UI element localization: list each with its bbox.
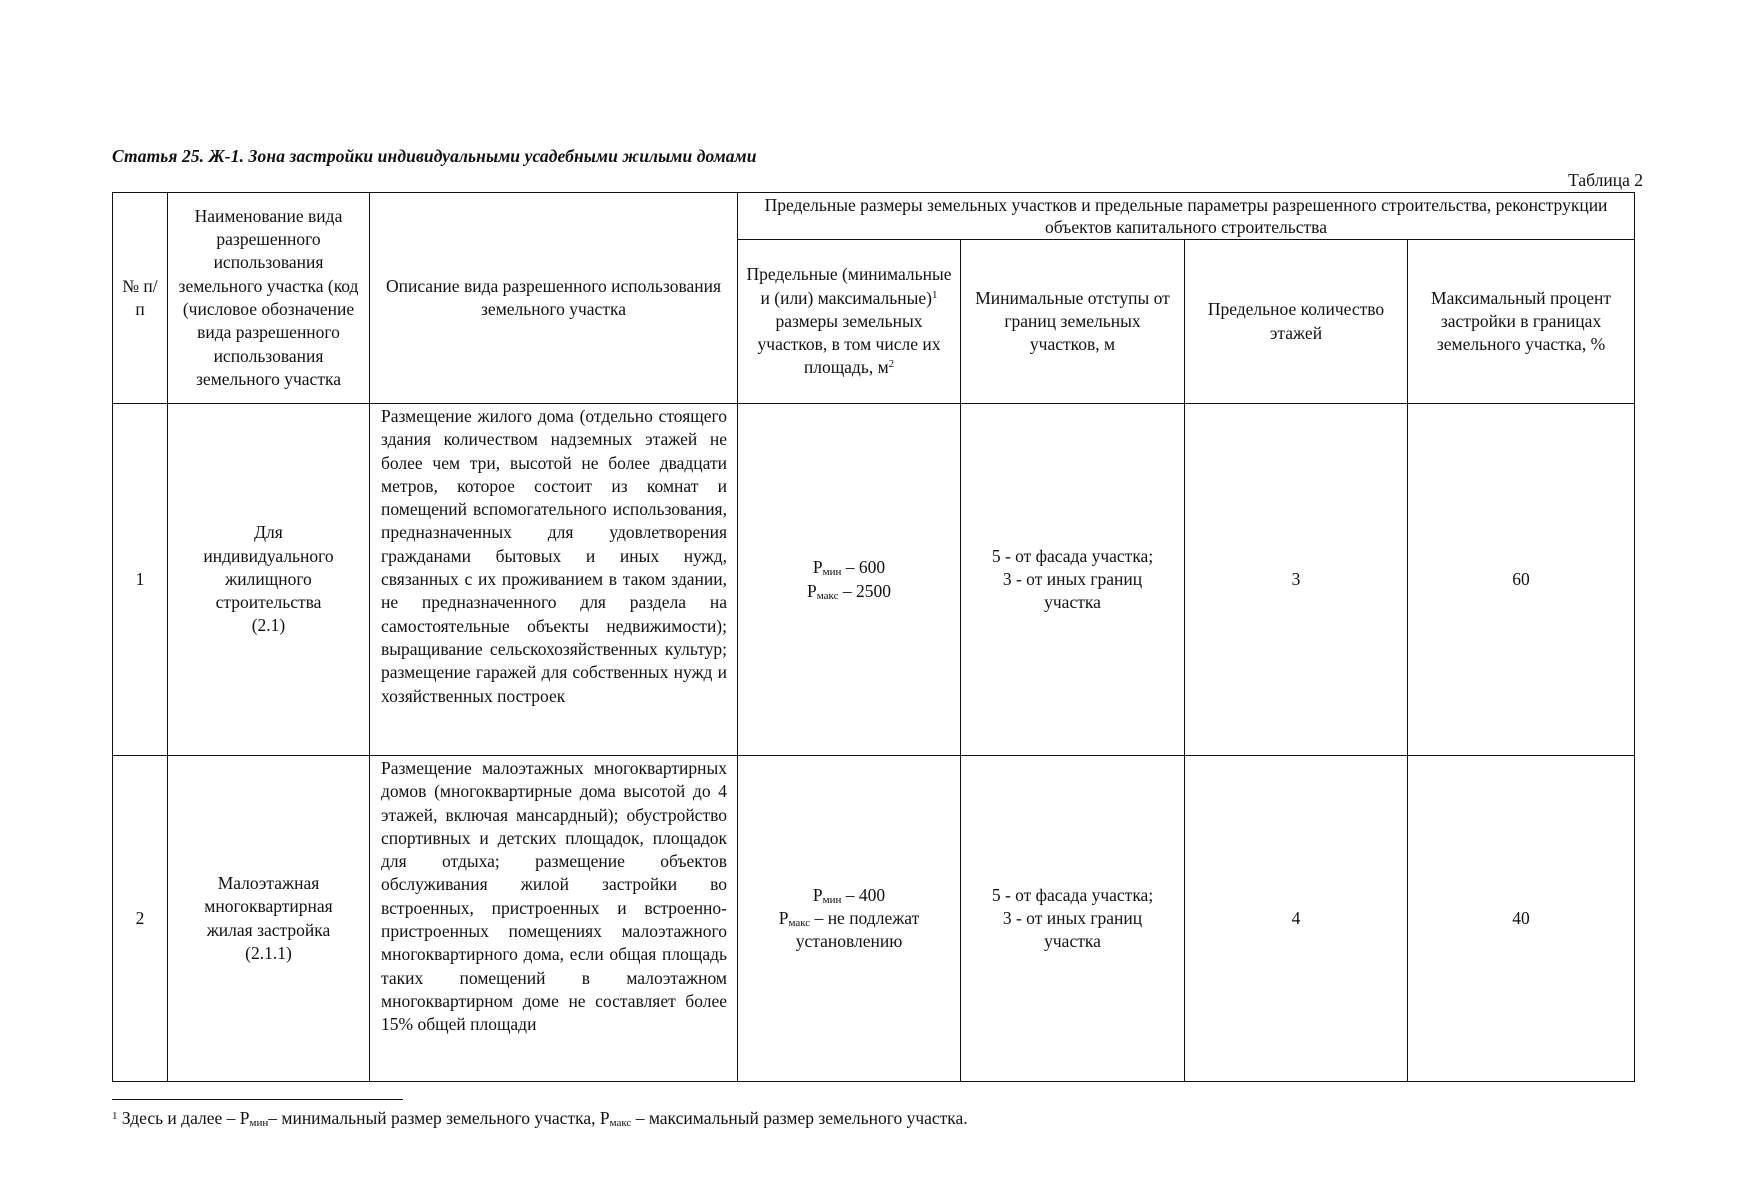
header-num: № п/п (113, 193, 168, 404)
footnote-divider (112, 1099, 403, 1100)
row-coverage: 60 (1408, 404, 1635, 756)
row-description (370, 756, 738, 1082)
row-sizes (738, 404, 961, 756)
table-label: Таблица 2 (1568, 170, 1643, 190)
row-setbacks: 5 - от фасада участка; 3 - от иных границ участка (961, 404, 1185, 756)
row-use-name: Для индивидуального жилищного строительства (2.1) (168, 404, 370, 756)
row-use-name: Малоэтажная многоквартирная жилая застройка (2.1.1) (168, 756, 370, 1082)
zone-parameters-table (112, 192, 1635, 1082)
header-group: Предельные размеры земельных участков и предельные параметры разрешенного строительства, реконструкции объектов капитального строительства (738, 193, 1635, 240)
header-coverage: Максимальный процент застройки в границах земельного участка, % (1408, 240, 1635, 404)
table-row (113, 404, 1635, 756)
row-sizes (738, 756, 961, 1082)
header-row-1 (113, 193, 1635, 240)
article-title: Статья 25. Ж-1. Зона застройки индивидуальными усадебными жилыми домами (112, 146, 757, 166)
size-min: $Р_{мин} - 400$ (812, 884, 886, 906)
header-setbacks: Минимальные отступы от границ земельных участков, м (961, 240, 1185, 404)
row-num: 1 (113, 404, 168, 756)
table-row (113, 756, 1635, 1082)
row-description-text: Размещение малоэтажных многоквартирных домов (многоквартирные дома высотой до 4 этажей, включая мансардный); обустройство спортивных и детских площадок, площадок для отдыха; размещение объектов обслуживания жилой застройки во встроенных, пристроенных и встроенно-пристроенных помещениях малоэтажного многоквартирного дома, если общая площадь таких помещений в малоэтажном многоквартирном доме не составляет более 15% общей площади (381, 758, 727, 1035)
row-floors: 4 (1185, 756, 1408, 1082)
header-sizes-text-b: размеры земельных участков, в том числе их площадь, м (757, 310, 941, 378)
size-max: $Р_{макс} - 2500$ (807, 580, 891, 602)
row-setbacks: 5 - от фасада участка; 3 - от иных границ участка (961, 756, 1185, 1082)
footnote-ref-mark: 1 (931, 288, 938, 301)
size-min: $Р_{мин} - 600$ (812, 557, 886, 579)
footnote: $^1$ Здесь и далее – $Р_{мин}-$ минимальный размер земельного участка, $Р_{макс}$ – максимальный размер земельного участка. (112, 1108, 968, 1129)
unit-superscript: 2 (888, 358, 895, 371)
header-use-name: Наименование вида разрешенного использования земельного участка (код (числовое обозначение вида разрешенного использования земельного участка (168, 193, 370, 404)
header-sizes (738, 240, 961, 404)
header-sizes-text-a: Предельные (минимальные и (или) максимальные) (746, 264, 952, 308)
size-max-cont: установлению (795, 931, 903, 952)
header-description: Описание вида разрешенного использования земельного участка (370, 193, 738, 404)
row-floors: 3 (1185, 404, 1408, 756)
header-floors: Предельное количество этажей (1185, 240, 1408, 404)
row-coverage: 40 (1408, 756, 1635, 1082)
row-description: Размещение жилого дома (отдельно стоящего здания количеством надземных этажей не более чем три, высотой не более двадцати метров, которое состоит из комнат и помещений вспомогательного использования, предназначенных для удовлетворения гражданами бытовых и иных нужд, связанных с их проживанием в таком здании, не предназначенного для раздела на самостоятельные объекты недвижимости); выращивание сельскохозяйственных культур; размещение гаражей для собственных нужд и хозяйственных построек (370, 404, 738, 756)
row-num: 2 (113, 756, 168, 1082)
size-max: $Р_{макс}$ – не подлежат (778, 907, 920, 929)
